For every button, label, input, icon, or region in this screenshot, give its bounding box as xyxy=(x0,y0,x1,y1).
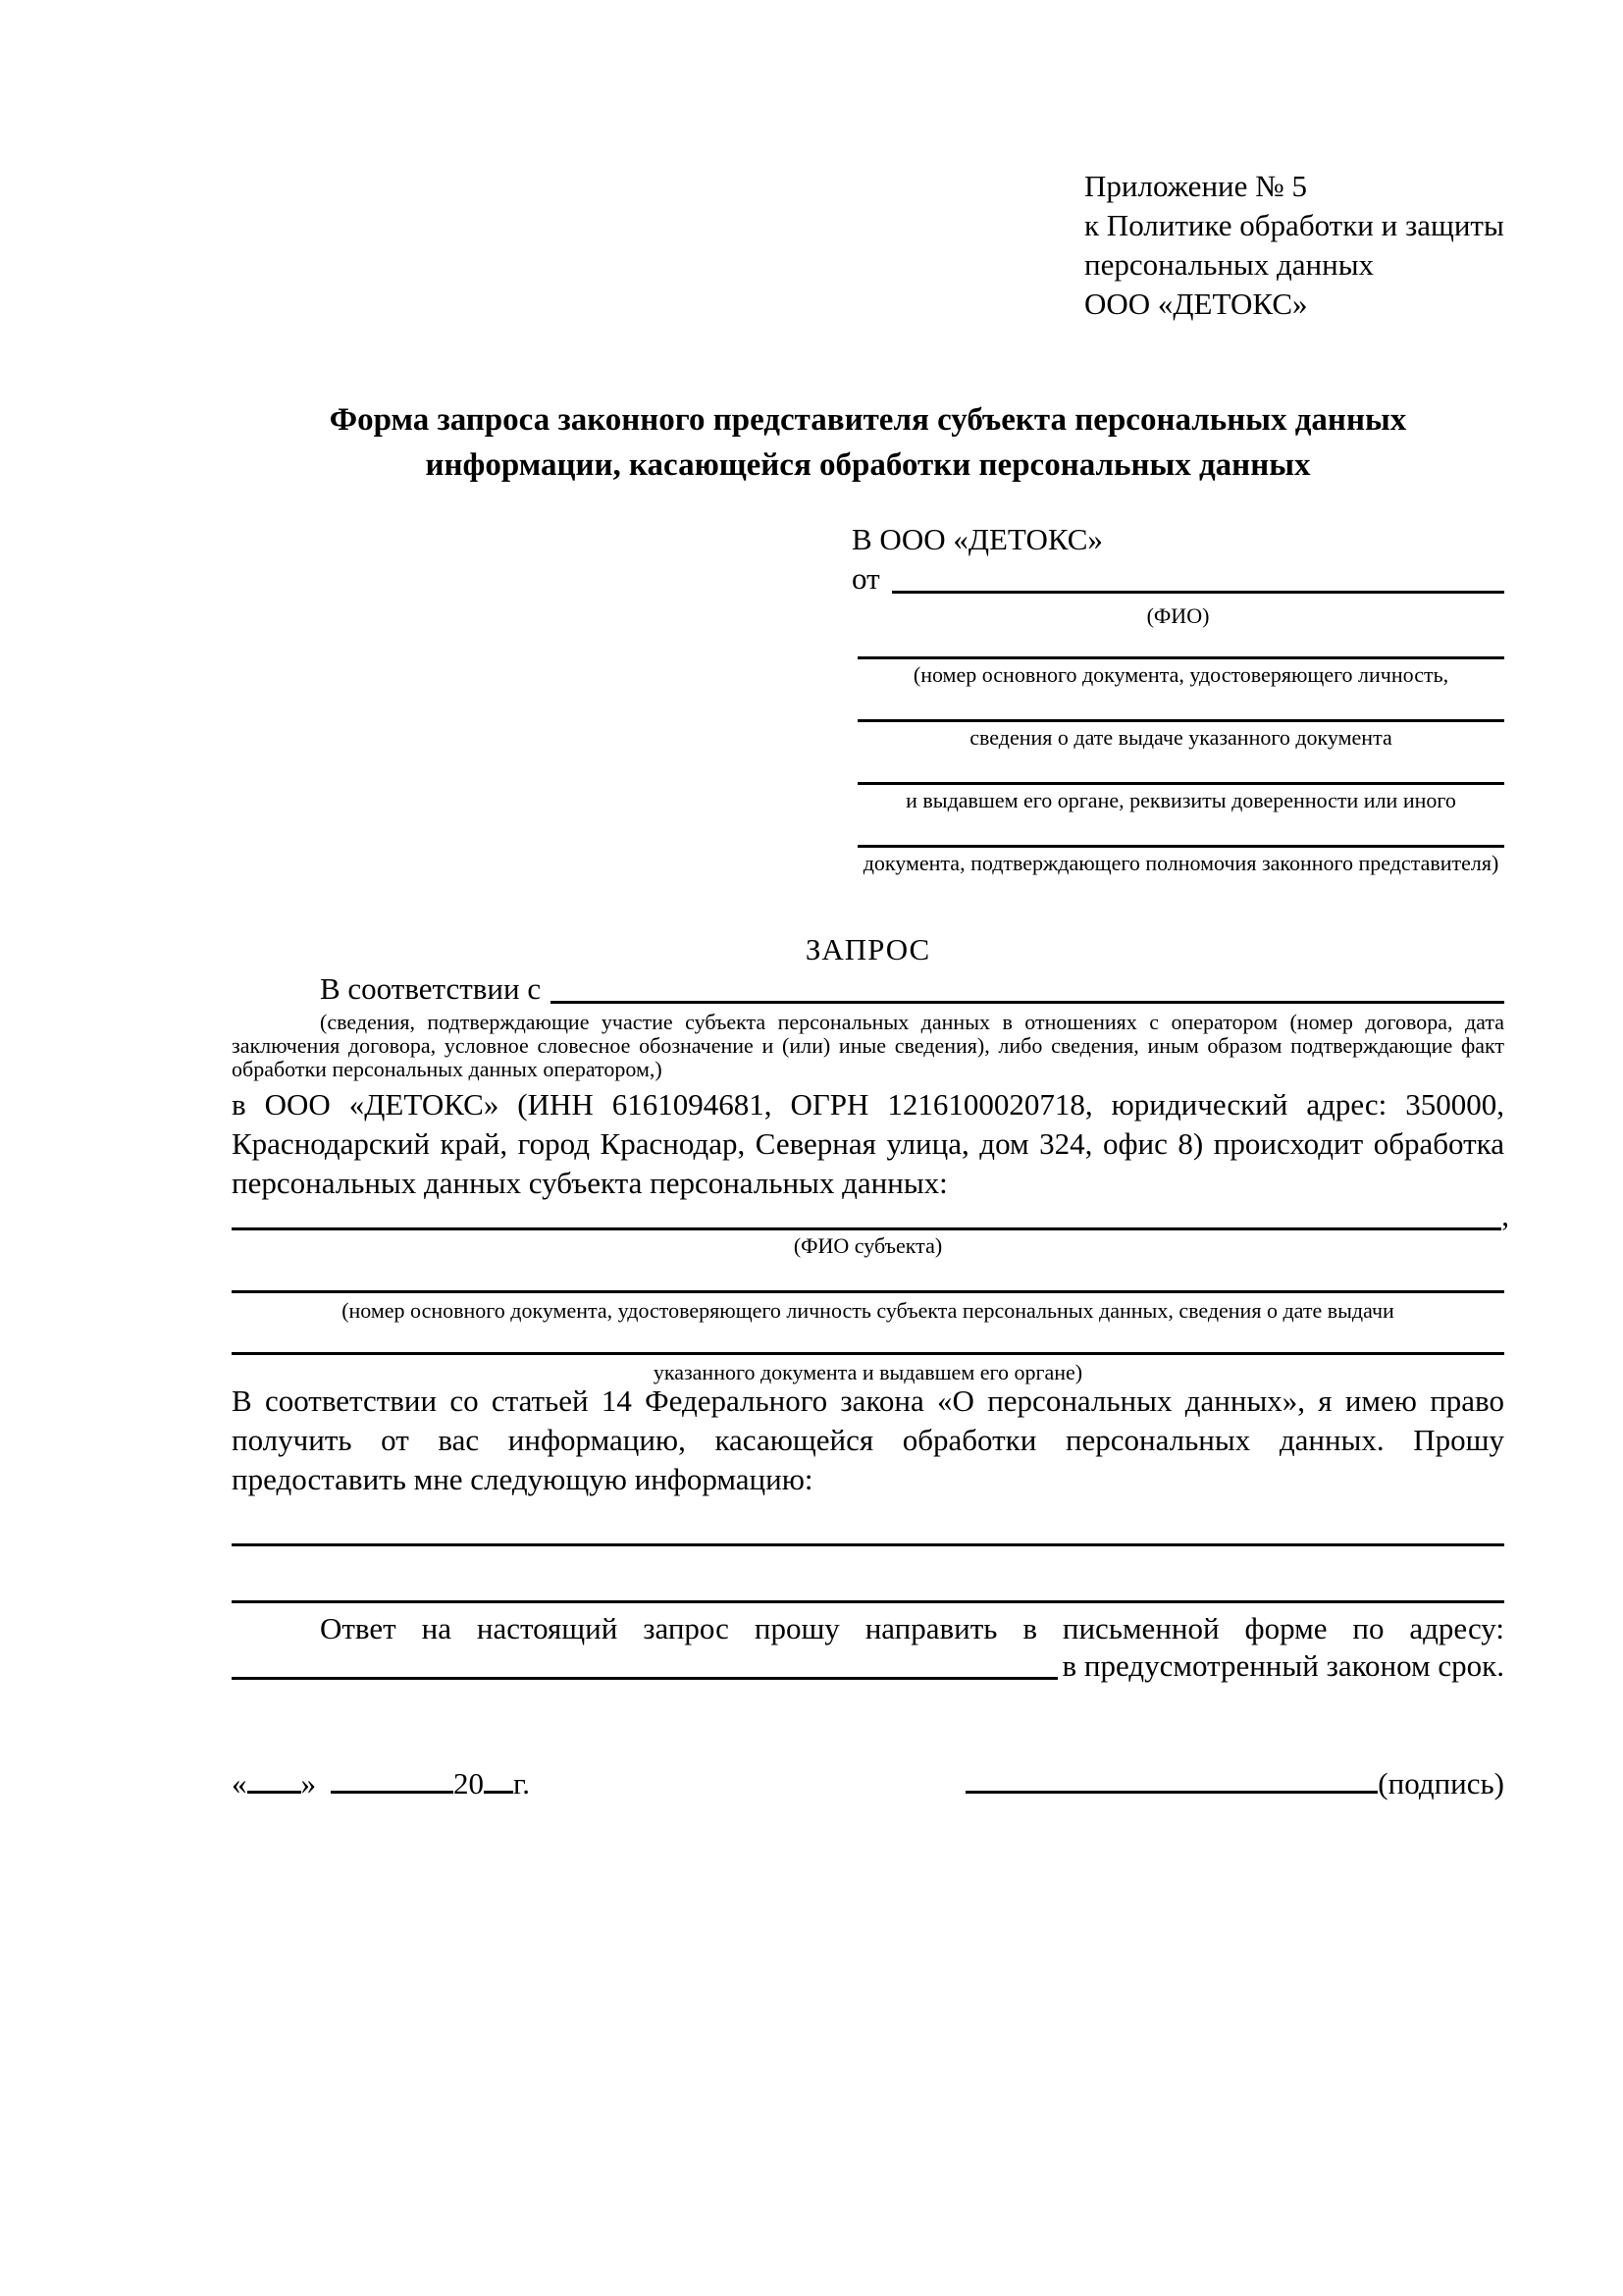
doc-line-caption-1: (номер основного документа, удостоверяющего личность, xyxy=(913,662,1449,687)
blank-month xyxy=(331,1791,453,1794)
blank-line-info-1 xyxy=(232,1543,1504,1546)
appendix-header-line-2: к Политике обработки и защиты xyxy=(1084,208,1504,242)
appendix-header xyxy=(1084,167,1504,324)
blank-line-info-2 xyxy=(232,1600,1504,1603)
blank-line-subject-doc-1 xyxy=(232,1290,1504,1293)
reply-tail: в предусмотренный законом срок. xyxy=(1062,1648,1504,1683)
from-label: от xyxy=(852,561,880,596)
doc-line-group xyxy=(858,719,1504,750)
subject-doc-caption-2: указанного документа и выдавшем его органе) xyxy=(653,1360,1083,1384)
intro-note: (сведения, подтверждающие участие субъекта персональных данных в отношениях с оператором (номер договора, дата заключения договора, условное словесное обозначение и (или) иные сведения), либо сведения, иным образом подтверждающие факт обработки персональных данных оператором,) xyxy=(232,1010,1504,1081)
intro-line xyxy=(232,971,1504,1007)
signature-caption: (подпись) xyxy=(1378,1766,1504,1800)
from-row xyxy=(852,559,1504,599)
reply-paragraph: Ответ на настоящий запрос прошу направить в письменной форме по адресу: xyxy=(320,1611,1504,1645)
intro-label: В соответствии с xyxy=(320,971,542,1006)
law-paragraph: В соответствии со статьей 14 Федерального закона «О персональных данных», я имею право получить от вас информацию, касающейся обработки персональных данных. Прошу предоставить мне следующую информацию: xyxy=(232,1383,1504,1496)
year-suffix: г. xyxy=(513,1766,530,1800)
operator-paragraph: в ООО «ДЕТОКС» (ИНН 6161094681, ОГРН 1216100020718, юридический адрес: 350000, Краснодарский край, город Краснодар, Северная улица, дом 324, офис 8) происходит обработка персональных данных субъекта персональных данных: xyxy=(232,1087,1504,1200)
blank-line-fio xyxy=(892,559,1504,594)
doc-line-caption-3: и выдавшем его органе, реквизиты доверенности или иного xyxy=(906,788,1456,812)
subject-fio-caption: (ФИО субъекта) xyxy=(793,1233,943,1258)
fio-caption: (ФИО) xyxy=(1146,603,1210,628)
subject-doc-caption-1: (номер основного документа, удостоверяющего личность субъекта персональных данных, сведения о дате выдачи xyxy=(341,1298,1394,1323)
trailing-comma: , xyxy=(1501,1198,1509,1232)
date-close-quote: » xyxy=(300,1766,316,1800)
appendix-header-line-3: персональных данных xyxy=(1084,247,1375,282)
year-prefix: 20 xyxy=(453,1766,484,1800)
appendix-header-line-4: ООО «ДЕТОКС» xyxy=(1084,287,1308,321)
blank-line-doc-4 xyxy=(858,845,1504,848)
blank-line-intro xyxy=(550,971,1504,1004)
blank-line-subject-fio xyxy=(232,1201,1501,1230)
blank-year xyxy=(484,1791,513,1794)
doc-line-caption-4: документа, подтверждающего полномочия законного представителя) xyxy=(863,851,1499,875)
appendix-header-line-1: Приложение № 5 xyxy=(1084,169,1307,203)
addressee-company: В ООО «ДЕТОКС» xyxy=(852,522,1103,556)
blank-day xyxy=(247,1791,301,1794)
doc-line-caption-2: сведения о дате выдаче указанного документа xyxy=(969,725,1392,750)
doc-line-group xyxy=(858,782,1504,812)
blank-line-subject-doc-2 xyxy=(232,1352,1504,1355)
blank-line-address xyxy=(232,1646,1058,1680)
blank-line-doc-3 xyxy=(858,782,1504,785)
date-open-quote: « xyxy=(232,1766,247,1800)
request-heading: ЗАПРОС xyxy=(805,932,931,966)
reply-address-line xyxy=(232,1646,1504,1686)
document-title xyxy=(232,397,1504,488)
doc-line-group xyxy=(858,845,1504,875)
blank-signature xyxy=(966,1791,1378,1794)
doc-line-group xyxy=(858,656,1504,687)
date-field xyxy=(232,1762,530,1805)
representative-doc-lines xyxy=(858,656,1504,908)
document-title-line-2: информации, касающейся обработки персональных данных xyxy=(425,447,1311,483)
blank-line-doc-1 xyxy=(858,656,1504,659)
subject-fio-line xyxy=(232,1198,1509,1232)
document-title-line-1: Форма запроса законного представителя субъекта персональных данных xyxy=(329,402,1407,438)
blank-line-doc-2 xyxy=(858,719,1504,722)
signature-field xyxy=(966,1762,1504,1805)
addressee-block xyxy=(852,520,1504,628)
signature-row xyxy=(232,1762,1504,1805)
